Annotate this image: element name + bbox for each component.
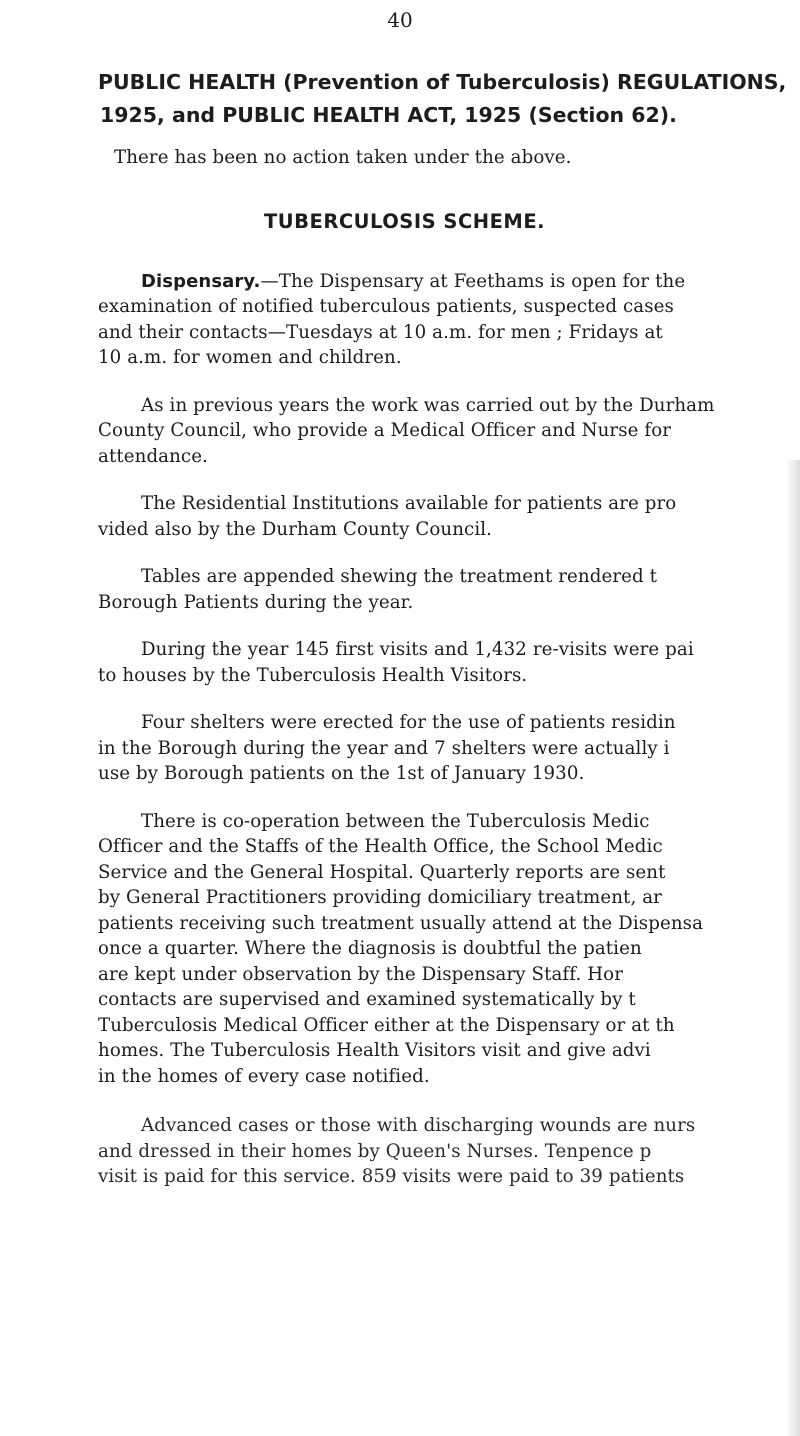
- paragraph-line: During the year 145 first visits and 1,432 re-visits were pai: [141, 639, 694, 660]
- paragraph-line: homes. The Tuberculosis Health Visitors visit and give advi: [98, 1040, 651, 1061]
- paragraph-line: There is co-operation between the Tuberculosis Medic: [141, 810, 650, 832]
- paragraph-health-visitors: [98, 637, 778, 688]
- paragraph-tables-appended: [98, 564, 778, 615]
- page-number: 40: [387, 8, 413, 32]
- paragraph-co-operation: [98, 809, 778, 1090]
- paragraph-line: vided also by the Durham County Council.: [98, 518, 493, 540]
- paragraph-line: [98, 269, 778, 295]
- page-edge-shadow: [786, 460, 800, 1436]
- dispensary-line-1: —The Dispensary at Feethams is open for the: [260, 270, 686, 292]
- dispensary-line-4: 10 a.m. for women and children.: [98, 347, 402, 368]
- paragraph-line: attendance.: [98, 445, 208, 467]
- paragraph-line: As in previous years the work was carried out by the Durham: [141, 394, 715, 416]
- paragraph-line: and dressed in their homes by Queen's Nurses. Tenpence p: [98, 1140, 652, 1162]
- paragraph-line: by General Practitioners providing domiciliary treatment, ar: [98, 887, 662, 908]
- paragraph-line: Officer and the Staffs of the Health Office, the School Medic: [98, 836, 663, 857]
- dispensary-line-2: examination of notified tuberculous patients, suspected cases: [98, 296, 674, 317]
- document-body: [98, 66, 787, 1190]
- dispensary-paragraph: [98, 269, 778, 371]
- paragraph-line: are kept under observation by the Dispensary Staff. Hor: [98, 963, 624, 985]
- paragraph-line: Tables are appended shewing the treatment rendered t: [141, 566, 658, 587]
- paragraph-line: Borough Patients during the year.: [98, 591, 414, 613]
- paragraph-line: patients receiving such treatment usually attend at the Dispensa: [98, 912, 704, 934]
- paragraph-line: County Council, who provide a Medical Officer and Nurse for: [98, 420, 672, 441]
- paragraph-line: once a quarter. Where the diagnosis is doubtful the patien: [98, 938, 642, 959]
- paragraph-shelters: [98, 710, 778, 787]
- paragraph-line: contacts are supervised and examined systematically by t: [98, 989, 636, 1010]
- paragraph-line: Tuberculosis Medical Officer either at the Dispensary or at th: [98, 1014, 675, 1036]
- paragraph-residential-institutions: [98, 491, 778, 542]
- dispensary-line-3: and their contacts—Tuesdays at 10 a.m. for men ; Fridays at: [98, 321, 663, 343]
- paragraph-line: in the Borough during the year and 7 shelters were actually i: [98, 737, 670, 759]
- paragraph-line: to houses by the Tuberculosis Health Visitors.: [98, 664, 528, 686]
- paragraph-durham-county-council: [98, 393, 778, 470]
- heading-line-1: PUBLIC HEALTH (Prevention of Tuberculosis) REGULATIONS,: [98, 70, 787, 94]
- paragraph-line: Service and the General Hospital. Quarterly reports are sent: [98, 861, 666, 883]
- heading-line-2: 1925, and PUBLIC HEALTH ACT, 1925 (Section 62).: [100, 103, 677, 127]
- paragraph-line: visit is paid for this service. 859 visits were paid to 39 patients: [98, 1166, 685, 1187]
- paragraph-advanced-cases: [98, 1113, 778, 1190]
- intro-paragraph: There has been no action taken under the above.: [114, 147, 572, 168]
- paragraph-line: The Residential Institutions available for patients are pro: [141, 493, 677, 514]
- paragraph-line: use by Borough patients on the 1st of January 1930.: [98, 763, 585, 784]
- dispensary-runin-heading: Dispensary.: [141, 270, 261, 292]
- paragraph-line: in the homes of every case notified.: [98, 1065, 430, 1087]
- scheme-title: TUBERCULOSIS SCHEME.: [264, 209, 546, 233]
- paragraph-line: Four shelters were erected for the use of patients residin: [141, 712, 676, 733]
- paragraph-line: Advanced cases or those with discharging wounds are nurs: [141, 1115, 696, 1136]
- section-heading: [98, 66, 787, 132]
